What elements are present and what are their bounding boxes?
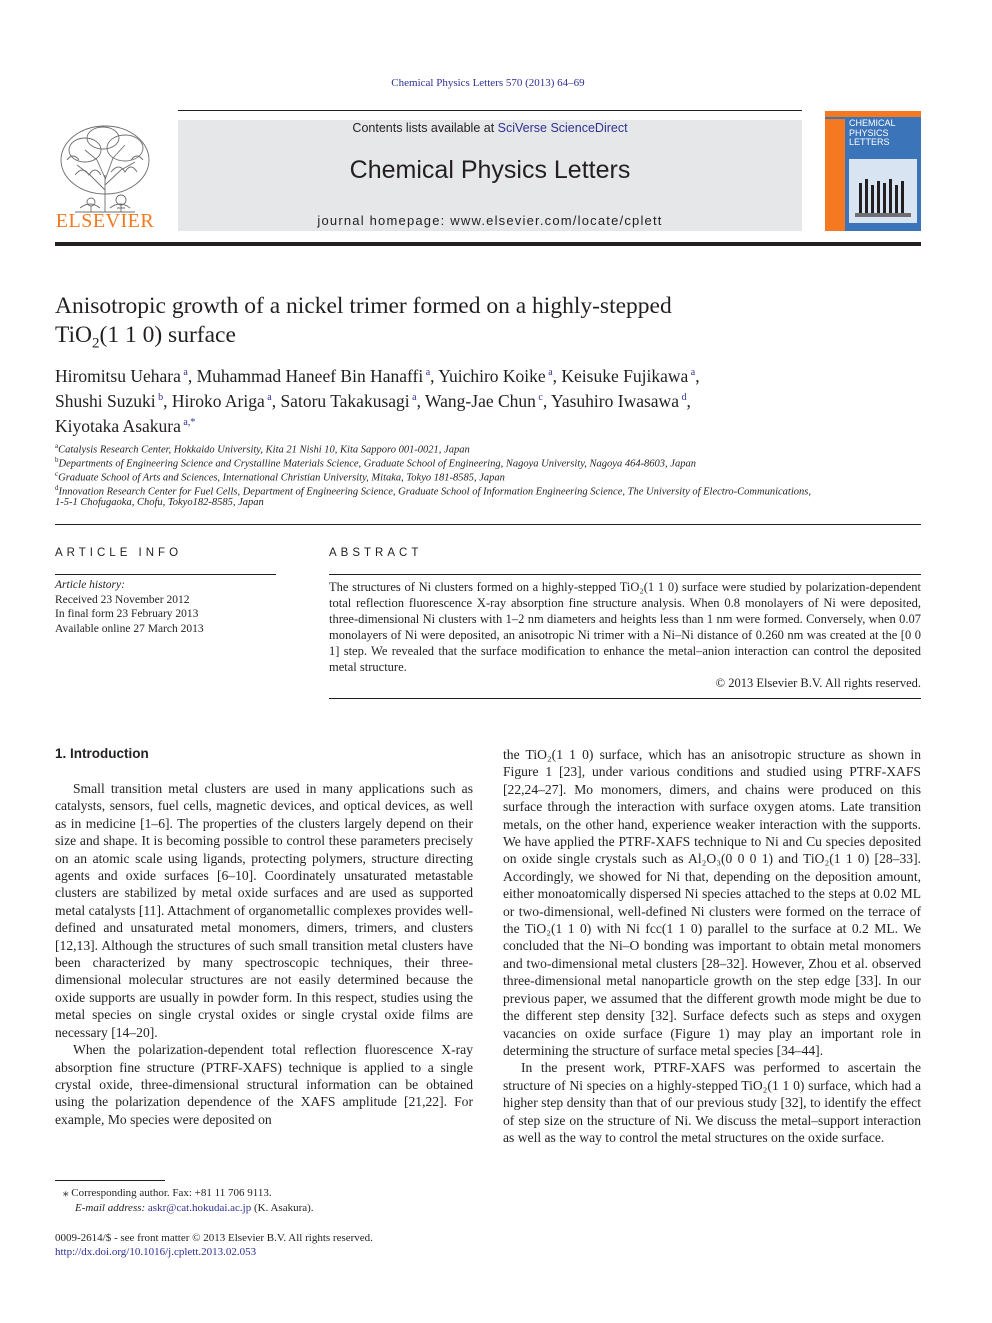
author-affiliation-mark[interactable]: a bbox=[267, 391, 272, 403]
online-date: Available online 27 March 2013 bbox=[55, 622, 204, 635]
author-affiliation-mark[interactable]: b bbox=[158, 391, 164, 403]
affiliation-d: $^d$Innovation Research Center for Fuel Cells, Department of Engineering Science, Graduate School of Information Engineering Science, The University of Electro-Communications, bbox=[55, 484, 811, 498]
author-affiliation-mark[interactable]: c bbox=[538, 391, 543, 403]
article-info-heading: ARTICLE INFO bbox=[55, 547, 183, 559]
author-affiliation-mark[interactable]: a bbox=[548, 367, 553, 378]
abstract-rule bbox=[329, 574, 921, 575]
article-title bbox=[55, 292, 935, 359]
intro-paragraph-1: Small transition metal clusters are used in many applications such as catalysts, sensors, fuel cells, magnetic devices, and optical devices, as well as in medicine [1–6]. The properties of the clusters largely depend on their size and shape. It is becoming possible to control these parameters precisely on an atomic scale using ligands, protecting polymers, structure directing agents and oxide surfaces [6–10]. Coordinately unsaturated metastable clusters are stabilized by metal oxide surfaces and are used as supported metal catalysts [11]. Attachment of organometallic complexes provides well-defined and unsaturated metal monomers, dimers, trimers, and clusters [12,13]. Although the structures of such small transition metal clusters have been characterized by many spectroscopic techniques, their three-dimensional molecular structures are not easily determined because the oxide supports are usually in powder form. In this respect, studies using the metal species on single crystal oxides or single crystal oxide films are necessary [14–20]. bbox=[55, 781, 473, 1040]
section-divider bbox=[55, 524, 921, 525]
email-note: E-mail address: askr@cat.hokudai.ac.jp (K. Asakura). bbox=[75, 1202, 314, 1214]
author: Hiromitsu Uehara bbox=[55, 365, 181, 386]
homepage-label: journal homepage: bbox=[317, 213, 451, 228]
author-affiliation-mark[interactable]: a,* bbox=[183, 416, 196, 428]
title-line-2: TiO$_2$(1 1 0) surface bbox=[55, 322, 236, 352]
journal-cover[interactable] bbox=[825, 111, 921, 231]
cover-title bbox=[849, 119, 919, 148]
affiliation-a: $^a$Catalysis Research Center, Hokkaido University, Kita 21 Nishi 10, Kita Sapporo 001-0021, Japan bbox=[55, 442, 470, 456]
author: Shushi Suzuki bbox=[55, 390, 156, 411]
received-date: Received 23 November 2012 bbox=[55, 593, 190, 606]
cover-graphic bbox=[849, 159, 917, 223]
author-affiliation-mark[interactable]: a bbox=[412, 391, 417, 403]
author: Muhammad Haneef Bin Hanaffi bbox=[196, 365, 424, 386]
header-rule bbox=[178, 110, 802, 111]
homepage-link[interactable]: www.elsevier.com/locate/cplett bbox=[450, 213, 663, 228]
author: Kiyotaka Asakura bbox=[55, 415, 181, 436]
corresponding-author-note: ⁎ Corresponding author. Fax: +81 11 706 9113. bbox=[63, 1187, 272, 1199]
author-list bbox=[55, 362, 935, 436]
sciencedirect-link[interactable]: SciVerse ScienceDirect bbox=[497, 121, 628, 135]
journal-reference[interactable]: Chemical Physics Letters 570 (2013) 64–69 bbox=[391, 77, 585, 89]
final-form-date: In final form 23 February 2013 bbox=[55, 608, 199, 620]
left-column bbox=[55, 780, 473, 1128]
cover-line-2: PHYSICS bbox=[849, 127, 889, 138]
author-affiliation-mark[interactable]: a bbox=[183, 367, 188, 378]
history-label: Article history: bbox=[55, 579, 125, 591]
intro-paragraph-2: When the polarization-dependent total reflection fluorescence X-ray absorption fine structure (PTRF-XAFS) technique is applied to a single crystal oxide, three-dimensional structural information can be obtained using the polarization dependence of the XAFS amplitude [21,22]. For example, Mo species were deposited on bbox=[55, 1042, 473, 1127]
title-line-1: Anisotropic growth of a nickel trimer formed on a highly-stepped bbox=[55, 293, 672, 319]
author-line-2: Shushi Suzuki $^b$, Hiroko Ariga $^a$, Satoru Takakusagi $^a$, Wang-Jae Chun $^c$, Yasuhiro Iwasawa $^d$, bbox=[55, 390, 691, 411]
author-line-3 bbox=[55, 412, 935, 437]
contents-line bbox=[178, 121, 802, 135]
footnote-rule bbox=[55, 1180, 165, 1181]
cover-top-stripe bbox=[825, 111, 921, 117]
email-link[interactable]: askr@cat.hokudai.ac.jp bbox=[147, 1202, 252, 1214]
elsevier-logo[interactable] bbox=[55, 120, 155, 232]
introduction-heading: 1. Introduction bbox=[55, 746, 149, 761]
page-footer bbox=[55, 1231, 473, 1259]
contents-prefix: Contents lists available at bbox=[352, 121, 498, 135]
header-thick-rule bbox=[55, 242, 921, 246]
cover-line-1: CHEMICAL bbox=[849, 118, 896, 128]
affiliation-b: $^b$Departments of Engineering Science and Crystalline Materials Science, Graduate School of Engineering, Nagoya University, Nagoya 464-8603, Japan bbox=[55, 456, 696, 470]
abstract-heading: ABSTRACT bbox=[329, 547, 423, 559]
cover-figure-icon bbox=[849, 159, 917, 223]
issn-line: 0009-2614/$ - see front matter © 2013 Elsevier B.V. All rights reserved. bbox=[55, 1232, 373, 1244]
author: Yuichiro Koike bbox=[438, 365, 546, 386]
journal-homepage bbox=[178, 213, 802, 228]
author: Wang-Jae Chun bbox=[425, 390, 536, 411]
abstract-copyright: © 2013 Elsevier B.V. All rights reserved. bbox=[715, 676, 921, 690]
cover-side-stripe bbox=[825, 119, 845, 231]
article-history bbox=[55, 578, 276, 636]
author-affiliation-mark[interactable]: a bbox=[690, 367, 696, 378]
elsevier-wordmark: ELSEVIER bbox=[55, 210, 155, 232]
abstract-text: The structures of Ni clusters formed on a highly-stepped TiO₂(1 1 0) surface were studied by polarization-dependent total reflection fluorescence X-ray absorption fine structure analysis. When 0.8 monolayers of Ni were deposited, three-dimensional Ni clusters with 1–2 nm diameters and heights less than 1 nm were formed. Conversely, when 0.07 monolayers of Ni were deposited, an anisotropic Ni trimer with a Ni–Ni distance of 0.260 nm was created at the [0 0 1] step. We revealed that the surface modification to enhance the metal–anion interaction can control the deposited metal structure. bbox=[329, 580, 921, 674]
right-column bbox=[503, 746, 921, 1146]
article-info-rule bbox=[55, 574, 276, 575]
intro-paragraph-3: In the present work, PTRF-XAFS was performed to ascertain the structure of Ni species on a highly-stepped TiO₂(1 1 0) surface, which had a higher step density than that of our previous study [32], to identify the effect of step size on the structure of Ni. We discuss the metal–support interaction as well as the way to control the metal structures on the oxide surface. bbox=[503, 1060, 921, 1145]
affiliation-d-continued: 1-5-1 Chofugaoka, Chofu, Tokyo182-8585, Japan bbox=[55, 497, 264, 508]
author-affiliation-mark[interactable]: a bbox=[425, 367, 431, 378]
author: Hiroko Ariga bbox=[171, 390, 265, 411]
author: Yasuhiro Iwasawa bbox=[550, 390, 679, 411]
author-affiliation-mark[interactable]: d bbox=[681, 391, 687, 403]
journal-title: Chemical Physics Letters bbox=[349, 156, 631, 184]
author: Satoru Takakusagi bbox=[280, 390, 410, 411]
intro-paragraph-2-continued: the TiO₂(1 1 0) surface, which has an anisotropic structure as shown in Figure 1 [23], under various conditions and studied using PTRF-XAFS [22,24–27]. Mo monomers, dimers, and chains were produced on this surface through the interaction with surface oxygen atoms. Late transition metals, on the other hand, experience weaker interaction with the supports. We have applied the PTRF-XAFS technique to Ni and Cu species deposited on oxide single crystals such as Al₂O₃(0 0 0 1) and TiO₂(1 1 0) [28–33]. Accordingly, we showed for Ni that, depending on the deposition amount, either monoatomically dispersed Ni species attached to the steps at 0.02 ML or two-dimensional, well-defined Ni clusters were formed on the terrace of the TiO₂(1 1 0) with Ni fcc(1 1 0) parallel to the surface at 0.2 ML. We concluded that the Ni–O bonding was important to obtain metal monomers and two-dimensional metal clusters [28–32]. However, Zhou et al. observed three-dimensional metal nanoparticle growth on the step edge [33]. In our previous paper, we assumed that the different growth mode might be due to the different step density [32]. Surface defects such as steps and oxygen vacancies on oxide surface (Figure 1) may play an important role in determining the structure of surface metal species [34–44]. bbox=[503, 747, 921, 1058]
author: Keisuke Fujikawa bbox=[561, 365, 689, 386]
footnotes bbox=[55, 1186, 473, 1216]
author-line-1: Hiromitsu Uehara $^a$, Muhammad Haneef Bin Hanaffi $^a$, Yuichiro Koike $^a$, Keisuke Fujikawa $^a$, bbox=[55, 365, 700, 386]
affiliation-c: $^c$Graduate School of Arts and Sciences, International Christian University, Mitaka, Tokyo 181-8585, Japan bbox=[55, 470, 505, 484]
doi-link[interactable]: http://dx.doi.org/10.1016/j.cplett.2013.02.053 bbox=[55, 1246, 257, 1258]
abstract-bottom-rule bbox=[329, 698, 921, 699]
cover-line-3: LETTERS bbox=[849, 137, 890, 147]
